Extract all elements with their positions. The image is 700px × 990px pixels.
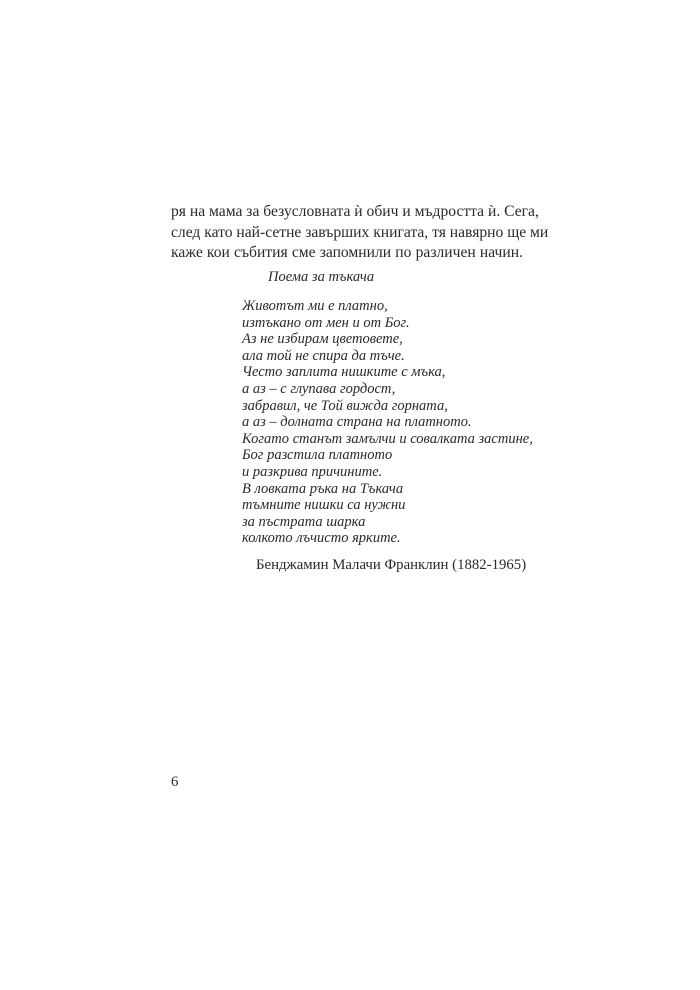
poem-line: Аз не избирам цветовете, bbox=[242, 331, 403, 348]
poem-line: и разкрива причините. bbox=[242, 463, 383, 480]
prose-line: след като най-сетне завърших книгата, тя навярно ще ми bbox=[171, 223, 549, 241]
poem-line: Животът ми е платно, bbox=[242, 298, 388, 314]
poem-line: а аз – с глупава гордост, bbox=[242, 380, 396, 397]
poem-stanza bbox=[242, 298, 533, 547]
poem-line: изтъкано от мен и от Бог. bbox=[242, 314, 410, 331]
poem-line: В ловката ръка на Тъкача bbox=[242, 480, 404, 497]
poem-line: за пъстрата шарка bbox=[242, 513, 366, 530]
poem-line: Бог разстила платното bbox=[242, 447, 393, 464]
poem-line: тъмните нишки са нужни bbox=[242, 497, 406, 514]
prose-line: ря на мама за безусловната ѝ обич и мъдростта ѝ. Сега, bbox=[171, 203, 539, 220]
poem-line: колкото лъчисто ярките. bbox=[242, 530, 401, 547]
prose-paragraph bbox=[171, 202, 549, 264]
poem-line: забравил, че Той вижда горната, bbox=[242, 397, 448, 414]
poem-attribution: Бенджамин Малачи Франклин (1882-1965) bbox=[256, 557, 527, 573]
poem-title: Поема за тъкача bbox=[268, 269, 375, 285]
poem-line: Когато станът замълчи и совалката застине, bbox=[242, 430, 533, 447]
poem-line: а аз – долната страна на платното. bbox=[242, 414, 472, 431]
prose-line: каже кои събития сме запомнили по различен начин. bbox=[171, 244, 523, 261]
poem-line: ала той не спира да тъче. bbox=[242, 347, 405, 364]
page-number: 6 bbox=[171, 774, 179, 790]
poem-line: Често заплита нишките с мъка, bbox=[242, 364, 446, 381]
